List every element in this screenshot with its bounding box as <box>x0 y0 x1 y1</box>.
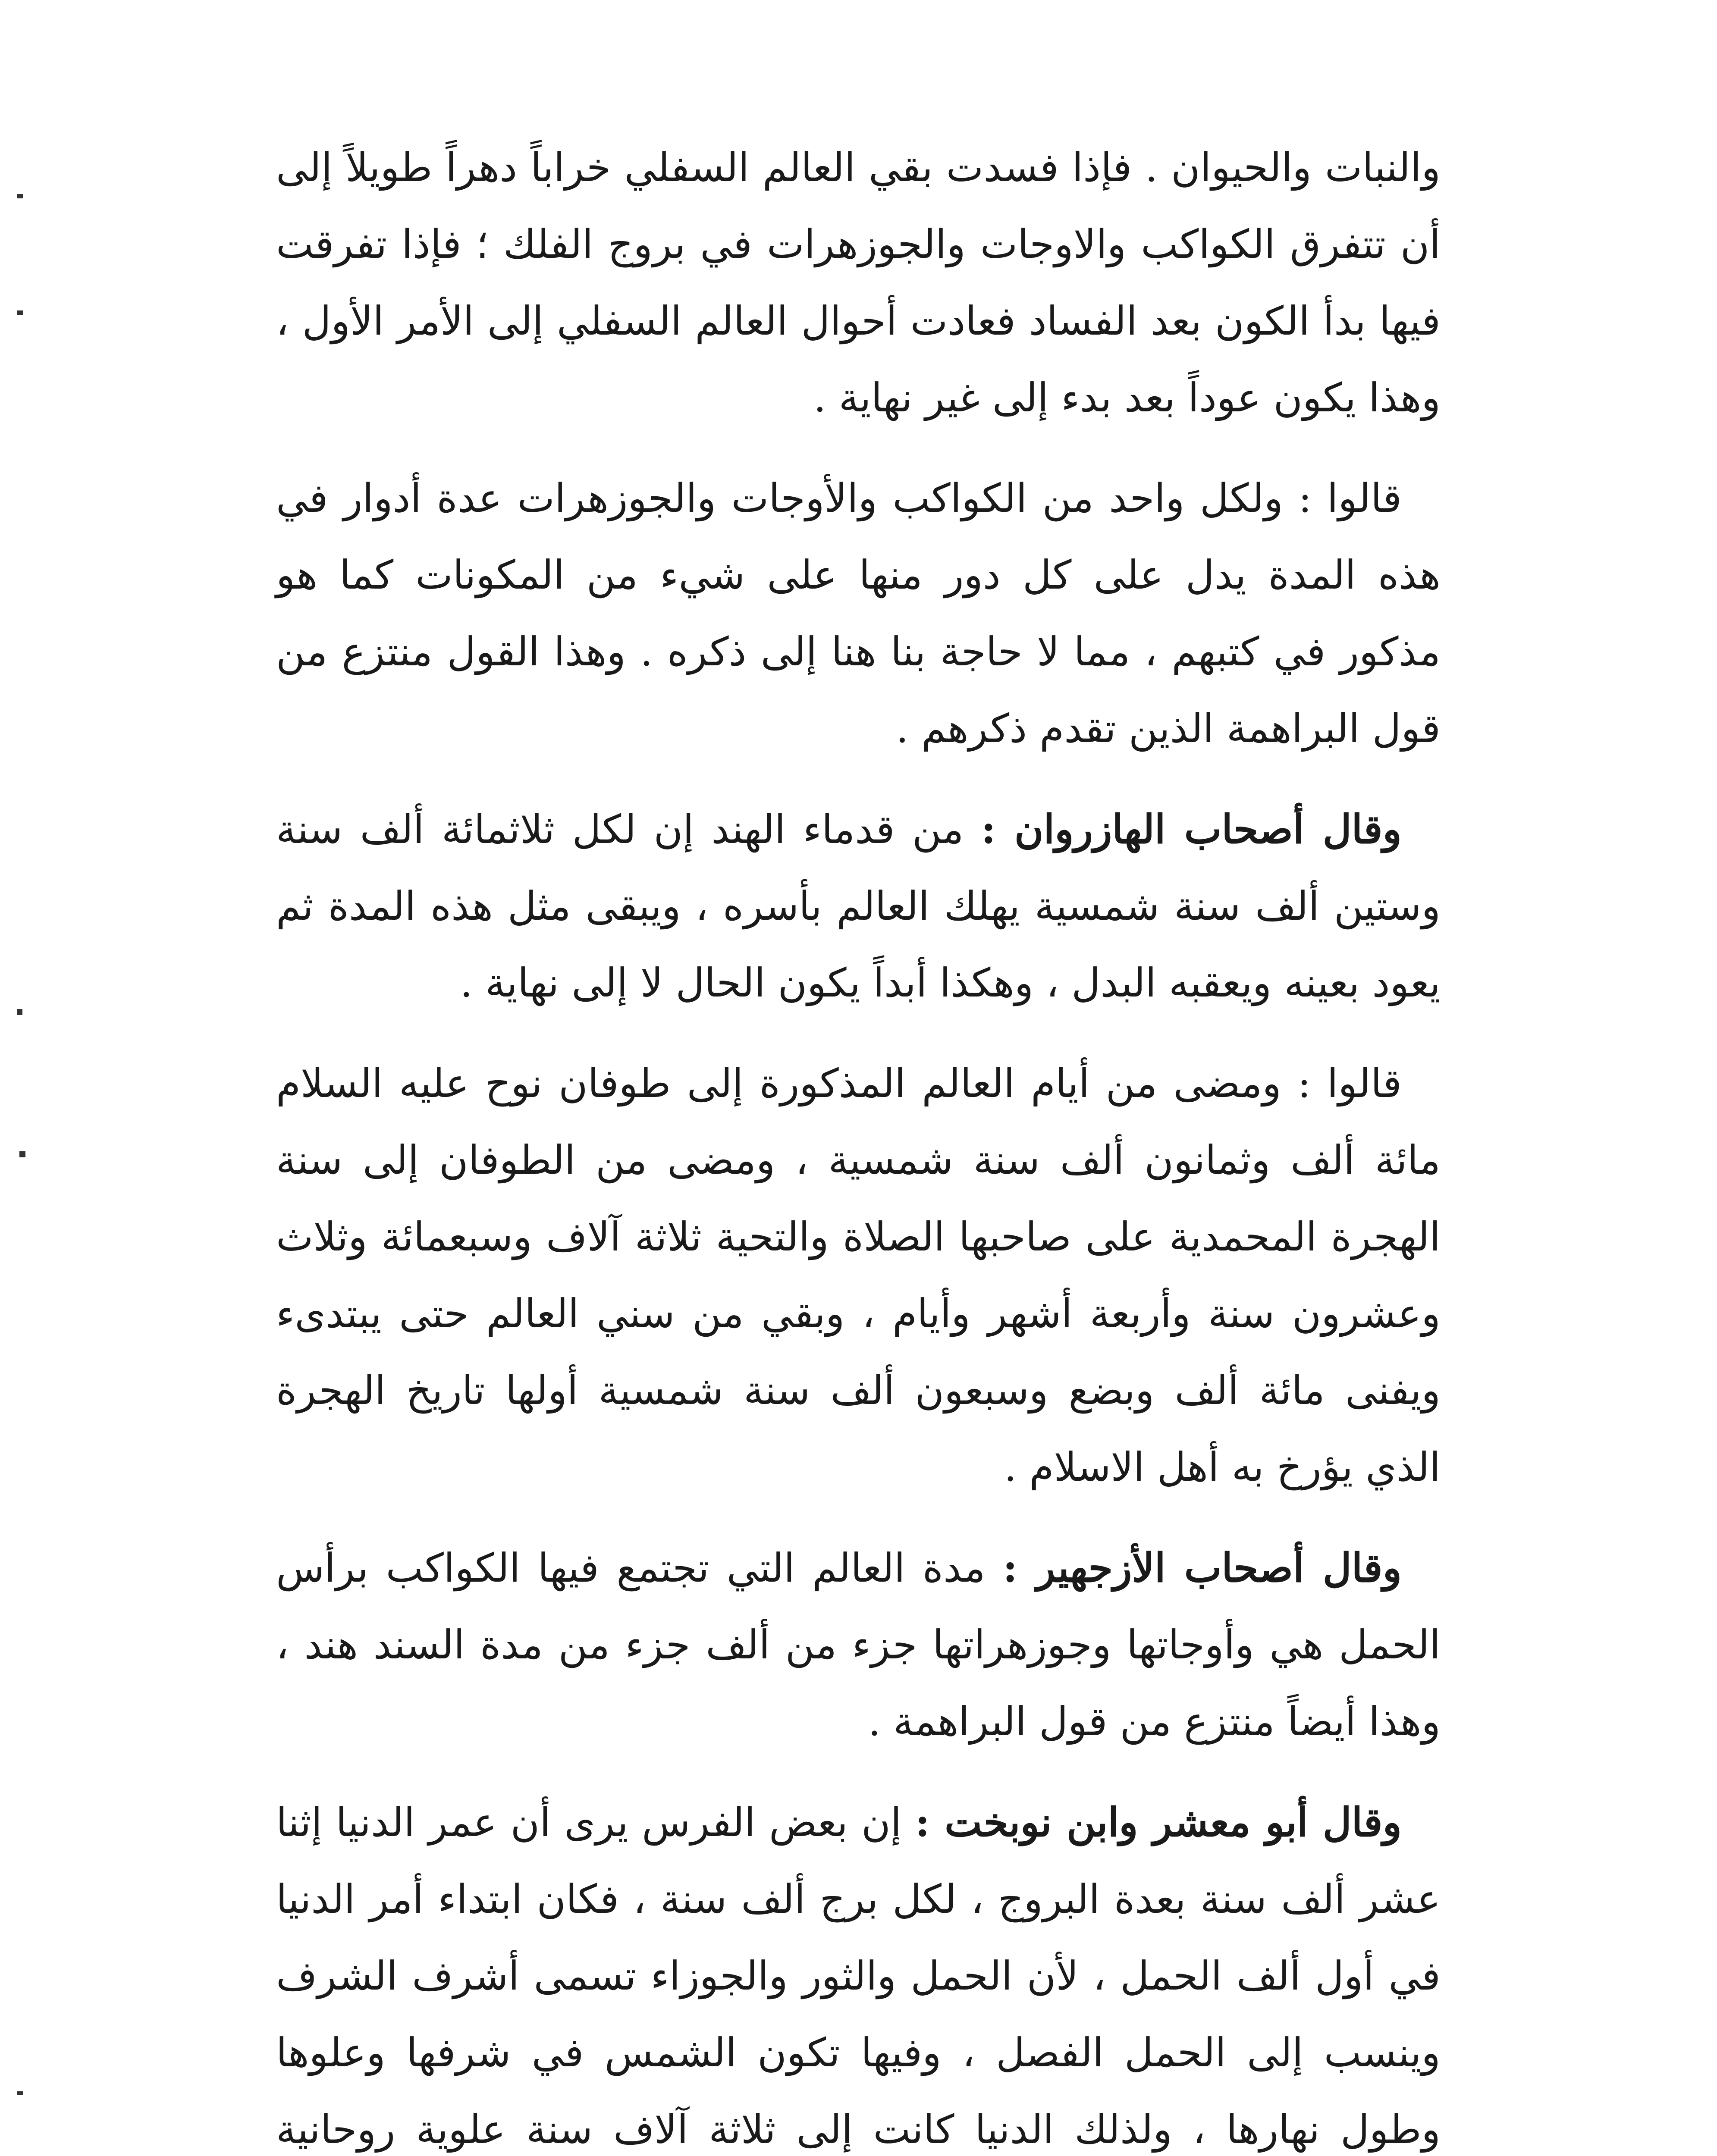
body-text <box>276 129 1441 2156</box>
paragraph-1 <box>276 129 1441 436</box>
paragraph-text: قالوا : ومضى من أيام العالم المذكورة إلى طوفان نوح عليه السلام مائة ألف وثمانون ألف سنة شمسية ، ومضى من الطوفان إلى سنة الهجرة المحمدية على صاحبها الصلاة والتحية ثلاثة آلاف وسبعمائة وثلاث وعشرون سنة وأربعة أشهر وأيام ، وبقي من سني العالم حتى يبتدىء ويفنى مائة ألف وبضع وسبعون ألف سنة شمسية أولها تاريخ الهجرة الذي يؤرخ به أهل الاسلام . <box>276 1060 1441 1490</box>
margin-mark <box>17 1009 22 1015</box>
paragraph-4 <box>276 1045 1441 1506</box>
paragraph-2 <box>276 460 1441 767</box>
margin-mark <box>17 2091 23 2095</box>
paragraph-lead: وقال أصحاب الهازروان : <box>981 806 1402 852</box>
margin-mark <box>17 310 23 315</box>
paragraph-text: مدة العالم التي تجتمع فيها الكواكب برأس الحمل هي وأوجاتها وجوزهراتها جزء من ألف جزء من مدة السند هند ، وهذا أيضاً منتزع من قول البراهمة . <box>276 1545 1441 1745</box>
margin-mark <box>19 1151 25 1157</box>
margin-mark <box>17 194 23 198</box>
paragraph-lead: وقال أصحاب الأزجهير : <box>1003 1545 1402 1591</box>
paragraph-5 <box>276 1529 1441 1760</box>
paragraph-text: والنبات والحيوان . فإذا فسدت بقي العالم السفلي خراباً دهراً طويلاً إلى أن تتفرق الكواكب والاوجات والجوزهرات في بروج الفلك ؛ فإذا تفرقت فيها بدأ الكون بعد الفساد فعادت أحوال العالم السفلي إلى الأمر الأول ، وهذا يكون عوداً بعد بدء إلى غير نهاية . <box>276 144 1441 421</box>
paragraph-lead: وقال أبو معشر وابن نوبخت : <box>915 1799 1402 1846</box>
paragraph-text: قالوا : ولكل واحد من الكواكب والأوجات والجوزهرات عدة أدوار في هذه المدة يدل على كل دور منها على شيء من المكونات كما هو مذكور في كتبهم ، مما لا حاجة بنا هنا إلى ذكره . وهذا القول منتزع من قول البراهمة الذين تقدم ذكرهم . <box>276 475 1441 752</box>
paragraph-6 <box>276 1784 1441 2156</box>
paragraph-text: إن بعض الفرس يرى أن عمر الدنيا إثنا عشر ألف سنة بعدة البروج ، لكل برج ألف سنة ، فكان ابتداء أمر الدنيا في أول ألف الحمل ، لأن الحمل والثور والجوزاء تسمى أشرف الشرف وينسب إلى الحمل الفصل ، وفيها تكون الشمس في شرفها وعلوها وطول نهارها ، ولذلك الدنيا كانت إلى ثلاثة آلاف سنة علوية روحانية <box>276 1799 1441 2153</box>
paragraph-text: من قدماء الهند إن لكل ثلاثمائة ألف سنة وستين ألف سنة شمسية يهلك العالم بأسره ، ويبقى مثل هذه المدة ثم يعود بعينه ويعقبه البدل ، وهكذا أبداً يكون الحال لا إلى نهاية . <box>276 806 1441 1006</box>
paragraph-3 <box>276 791 1441 1022</box>
